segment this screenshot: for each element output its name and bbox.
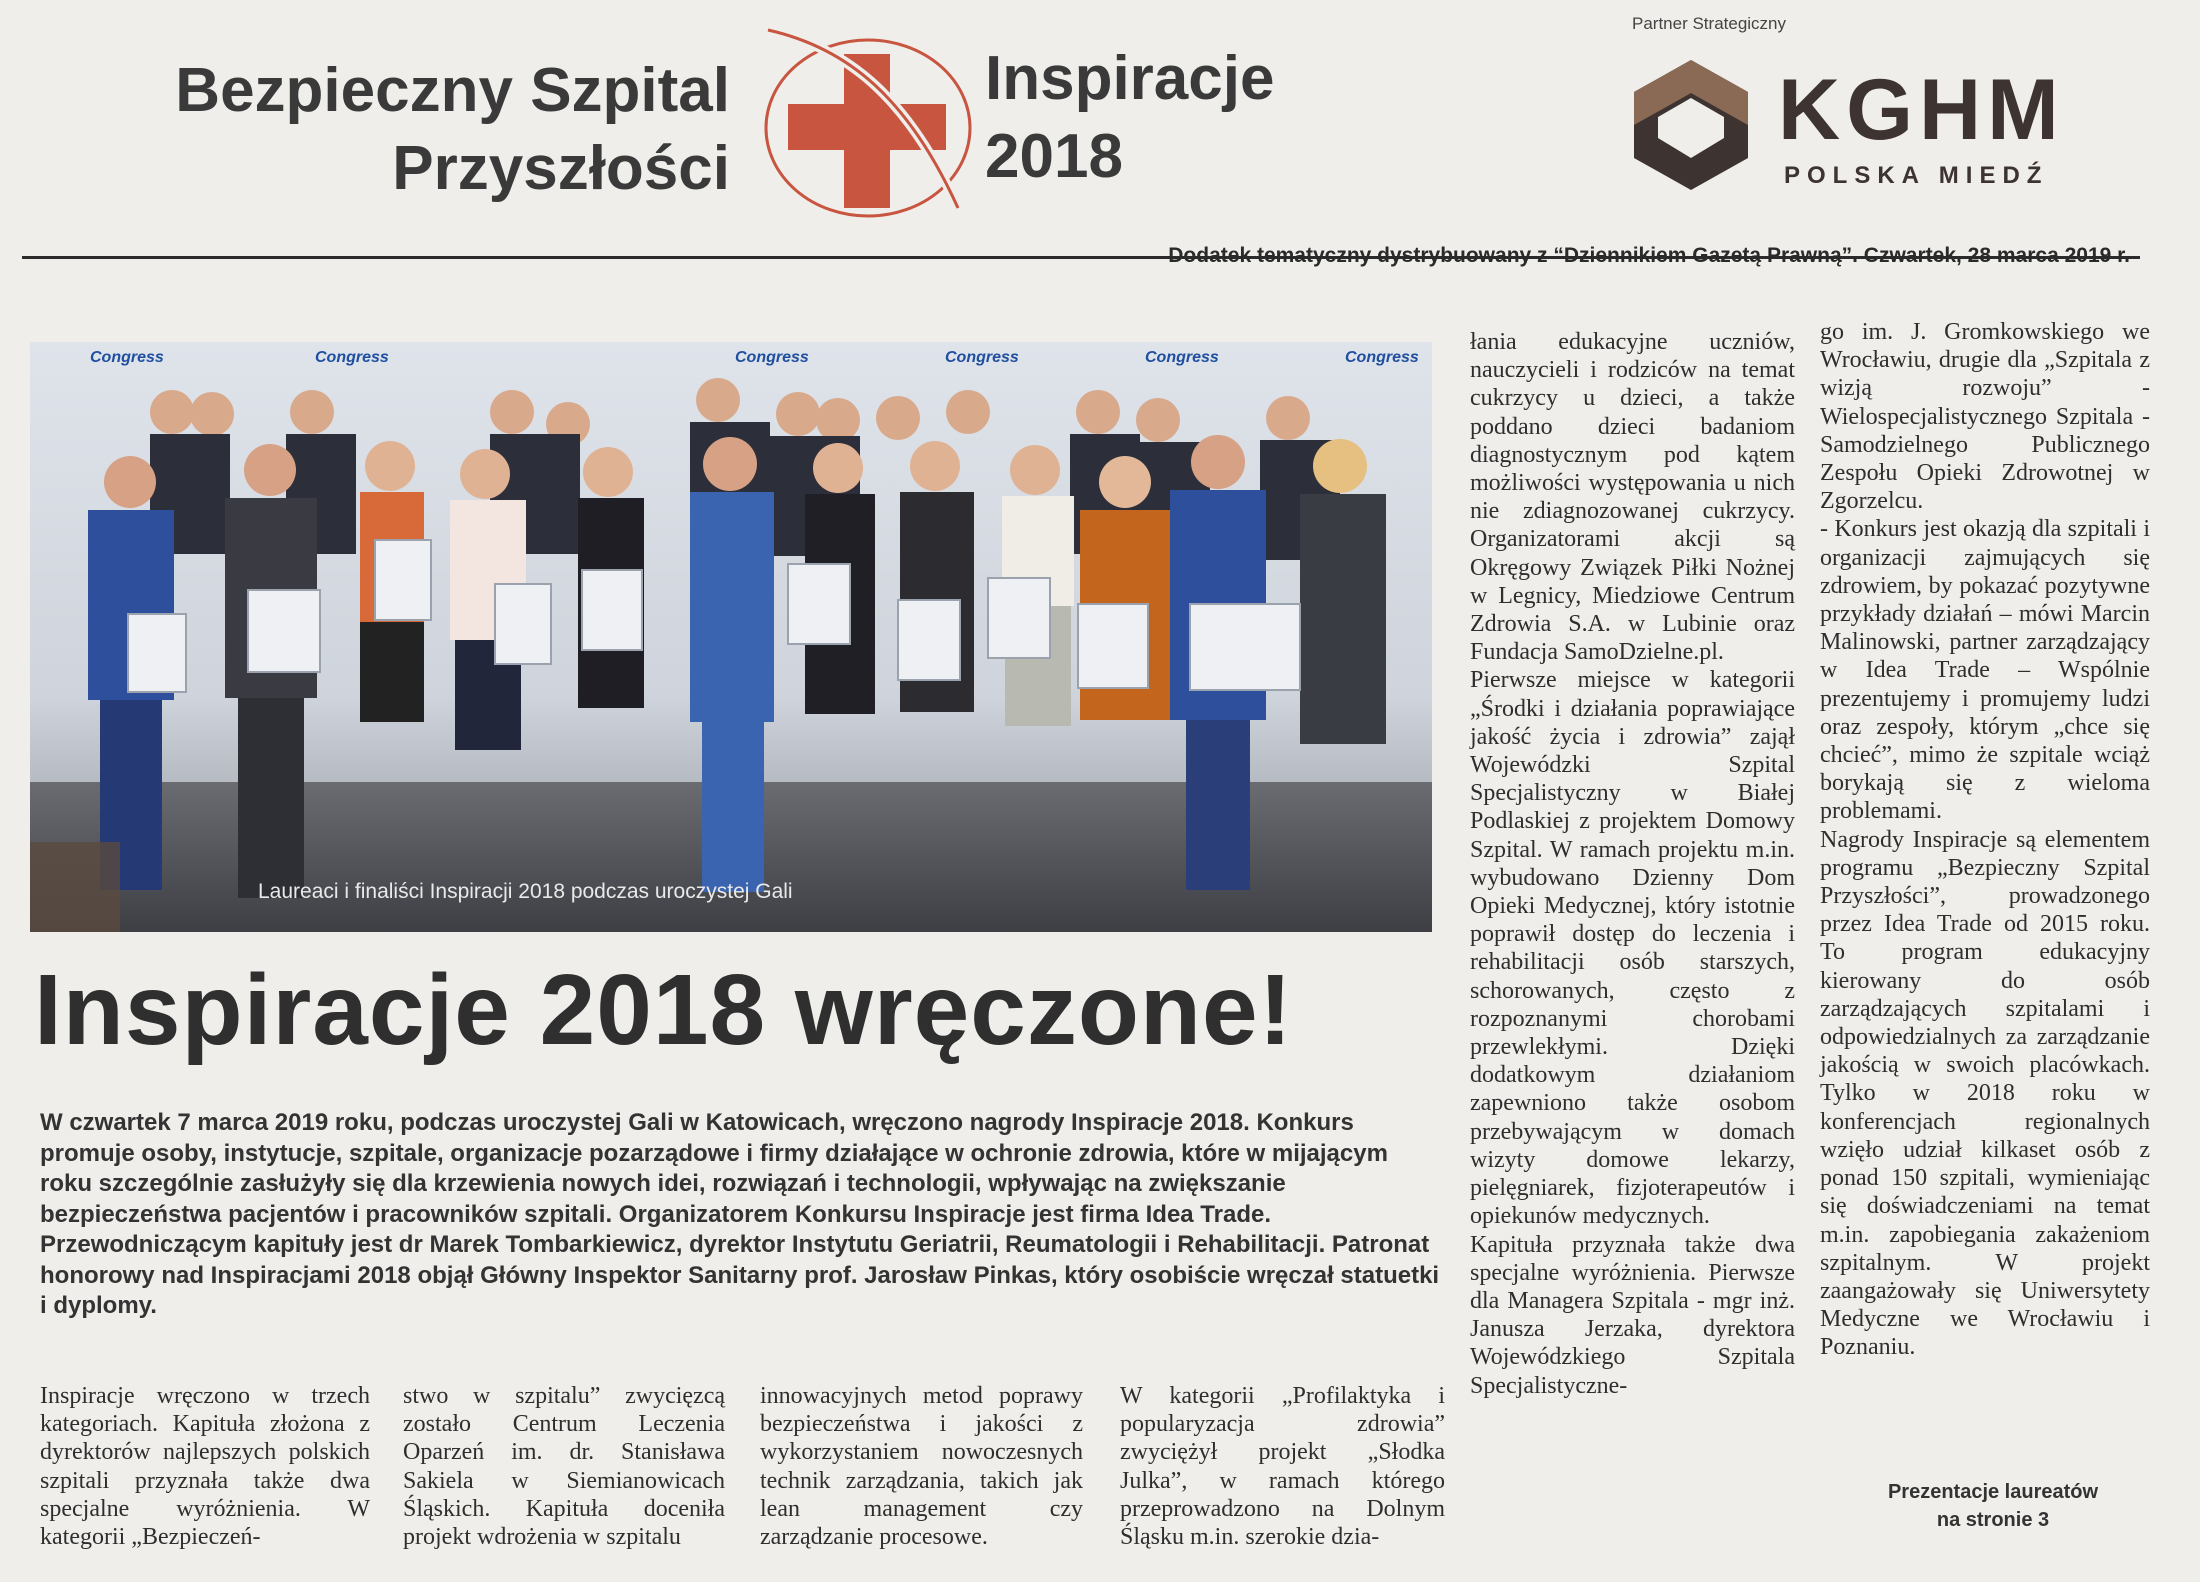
- group-photo-illustration: [30, 342, 1432, 932]
- body-column-2: [403, 1382, 725, 1551]
- kghm-subtitle: POLSKA MIEDŹ: [1784, 162, 2049, 189]
- masthead-title-right: [985, 40, 1345, 196]
- body-paragraph: W kategorii „Profilaktyka i popularyzacja zdrowia” zwyciężył projekt „Słodka Julka”, w ramach którego przeprowadzono na Dolnym Śląsku m.in. szerokie dzia-: [1120, 1383, 1445, 1551]
- group-photo: [30, 342, 1432, 932]
- body-paragraph: Pierwsze miejsce w kategorii „Środki i działania poprawiające jakość życia i zdrowia” zajął Wojewódzki Szpital Specjalistyczny w Białej Podlaskiej z projektem Domowy Szpital. W ramach projektu m.in. wybudowano Dzienny Dom Opieki Medycznej, który istotnie poprawił dostęp do leczenia i rehabilitacji osób starszych, schorowanych, często z rozpoznanymi chorobami przewlekłymi. Dzięki dodatkowym działaniom zapewniono także osobom przebywającym w domach wizyty domowe lekarzy, pielęgniarek, fizjoterapeutów i opiekunów medycznych.: [1470, 667, 1795, 1230]
- backdrop-text: Congress: [90, 349, 164, 366]
- promo-note: [1870, 1478, 2116, 1534]
- body-paragraph: stwo w szpitalu” zwycięzcą zostało Centrum Leczenia Oparzeń im. dr. Stanisława Sakiela w Siemianowicach Śląskich. Kapituła doceniła projekt wdrożenia w szpitalu: [403, 1383, 725, 1551]
- kghm-wordmark: KGHM: [1778, 62, 2065, 158]
- masthead-left-line1: Bezpieczny Szpital: [175, 56, 730, 125]
- partner-label: Partner Strategiczny: [1632, 14, 1787, 33]
- kghm-hexagon-icon: [1632, 58, 1750, 192]
- masthead-title-left: [130, 52, 730, 208]
- body-column-1: [40, 1382, 370, 1551]
- body-column-5: [1470, 328, 1795, 1400]
- backdrop-text: Congress: [1145, 349, 1219, 366]
- supplement-line: Dodatek tematyczny dystrybuowany z “Dziennikiem Gazetą Prawną”. Czwartek, 28 marca 2019 r.: [1168, 244, 2130, 267]
- red-cross-logo-icon: [758, 18, 988, 218]
- body-paragraph: go im. J. Gromkowskiego we Wrocławiu, drugie dla „Szpitala z wizją rozwoju” - Wielospecjalistycznego Szpitala - Samodzielnego Publicznego Zespołu Opieki Zdrowotnej w Zgorzelcu.: [1820, 319, 2150, 515]
- body-paragraph: - Konkurs jest okazją dla szpitali i organizacji zajmujących się zdrowiem, by pokazać pozytywne przykłady działań – mówi Marcin Malinowski, partner zarządzający w Idea Trade – Wspólnie prezentujemy i promujemy ludzi oraz zespoły, którym „chce się chcieć”, mimo że szpitale wciąż borykają się z wieloma problemami.: [1820, 516, 2150, 825]
- body-paragraph: innowacyjnych metod poprawy bezpieczeństwa i jakości z wykorzystaniem nowoczesnych technik zarządzania, takich jak lean management czy zarządzanie procesowe.: [760, 1383, 1083, 1551]
- backdrop-text: Congress: [735, 349, 809, 366]
- body-paragraph: łania edukacyjne uczniów, nauczycieli i rodziców na temat cukrzycy u dzieci, a także poddano dzieci badaniom diagnostycznym pod kątem możliwości występowania u nich nie zdiagnozowanej cukrzycy. Organizatorami akcji są Okręgowy Związek Piłki Nożnej w Legnicy, Miedziowe Centrum Zdrowia S.A. w Lubinie oraz Fundacja SamoDzielne.pl.: [1470, 329, 1795, 666]
- body-column-6: [1820, 318, 2150, 1362]
- body-paragraph: Nagrody Inspiracje są elementem programu „Bezpieczny Szpital Przyszłości”, prowadzonego przez Idea Trade od 2015 roku. To program edukacyjny kierowany do osób zarządzających szpitalami i odpowiedzialnych za zarządzanie jakością w swoich placówkach. Tylko w 2018 roku w konferencjach regionalnych wzięło udział kilkaset osób z ponad 150 szpitali, wymieniając się doświadczeniami na temat m.in. zapobiegania zakażeniom szpitalnym. W projekt zaangażowały się Uniwersytety Medyczne we Wrocławiu i Poznaniu.: [1820, 826, 2150, 1361]
- backdrop-text: Congress: [315, 349, 389, 366]
- body-column-4: [1120, 1382, 1445, 1551]
- backdrop-text: Congress: [945, 349, 1019, 366]
- headline: Inspiracje 2018 wręczone!: [34, 954, 1293, 1066]
- promo-line-2: na stronie 3: [1936, 1509, 2050, 1531]
- backdrop-text: Congress: [1345, 349, 1419, 366]
- lead-paragraph: W czwartek 7 marca 2019 roku, podczas uroczystej Gali w Katowicach, wręczono nagrody Inspiracje 2018. Konkurs promuje osoby, instytucje, szpitale, organizacje pozarządowe i firmy działające w ochronie zdrowia, które w mijającym roku szczególnie zasłużyły się dla krzewienia nowych idei, rozwiązań i technologii, wpływając na zwiększanie bezpieczeństwa pacjentów i pracowników szpitali. Organizatorem Konkursu Inspiracje jest firma Idea Trade. Przewodniczącym kapituły jest dr Marek Tombarkiewicz, dyrektor Instytutu Geriatrii, Reumatologii i Rehabilitacji. Patronat honorowy nad Inspiracjami 2018 objął Główny Inspektor Sanitarny prof. Jarosław Pinkas, który osobiście wręczał statuetki i dyplomy.: [40, 1109, 1440, 1319]
- masthead-left-line2: Przyszłości: [392, 134, 730, 203]
- body-column-3: [760, 1382, 1083, 1551]
- promo-line-1: Prezentacje laureatów: [1887, 1481, 2099, 1503]
- masthead-right-line1: Inspiracje: [985, 44, 1275, 113]
- photo-caption: Laureaci i finaliści Inspiracji 2018 podczas uroczystej Gali: [258, 880, 793, 903]
- body-paragraph: Kapituła przyznała także dwa specjalne wyróżnienia. Pierwsze dla Managera Szpitala - mgr inż. Janusza Jerzaka, dyrektora Wojewódzkiego Szpitala Specjalistyczne-: [1470, 1231, 1795, 1399]
- masthead-right-line2: 2018: [985, 122, 1123, 191]
- body-paragraph: Inspiracje wręczono w trzech kategoriach. Kapituła złożona z dyrektorów najlepszych polskich szpitali przyznała także dwa specjalne wyróżnienia. W kategorii „Bezpieczeń-: [40, 1383, 370, 1551]
